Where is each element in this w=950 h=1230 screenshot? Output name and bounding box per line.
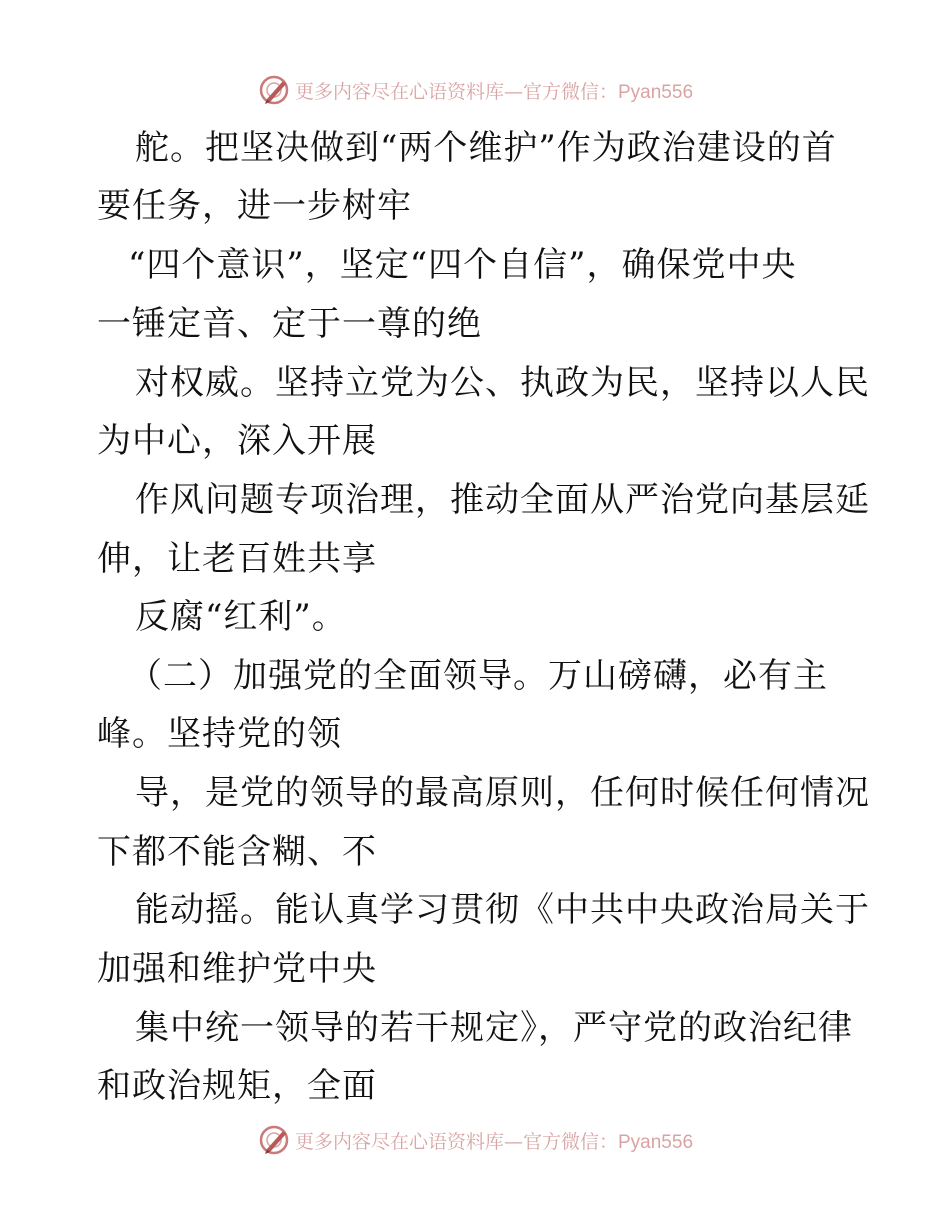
text-line: 反腐“红利”。	[135, 597, 347, 637]
text-line: 一锤定音、定于一尊的绝	[97, 304, 482, 344]
text-line: （二）加强党的全面领导。万山磅礴，必有主	[128, 656, 828, 696]
text-line: 集中统一领导的若干规定》，严守党的政治纪律	[135, 1008, 853, 1048]
pen-logo-icon	[257, 1123, 291, 1157]
text-line: 下都不能含糊、不	[97, 832, 377, 872]
text-line: 要任务，进一步树牢	[97, 186, 412, 226]
text-line: 峰。坚持党的领	[97, 714, 342, 754]
text-line: 舵。把坚决做到“两个维护”作为政治建设的首	[135, 128, 837, 168]
text-line: 导，是党的领导的最高原则，任何时候任何情况	[135, 773, 870, 813]
text-line: “四个意识”，坚定“四个自信”，确保党中央	[128, 245, 797, 285]
text-line: 对权威。坚持立党为公、执政为民，坚持以人民	[135, 363, 870, 403]
text-line: 能动摇。能认真学习贯彻《中共中央政治局关于	[135, 890, 870, 930]
text-line: 为中心，深入开展	[97, 421, 377, 461]
text-line: 加强和维护党中央	[97, 949, 377, 989]
text-line: 作风问题专项治理，推动全面从严治党向基层延	[135, 480, 870, 520]
watermark-text: 更多内容尽在心语资料库—官方微信：Pyan556	[294, 80, 694, 103]
text-line: 和政治规矩，全面	[97, 1066, 377, 1106]
watermark-footer	[0, 1120, 950, 1160]
text-line: 伸，让老百姓共享	[97, 539, 377, 579]
watermark-text: 更多内容尽在心语资料库—官方微信：Pyan556	[294, 1130, 694, 1153]
